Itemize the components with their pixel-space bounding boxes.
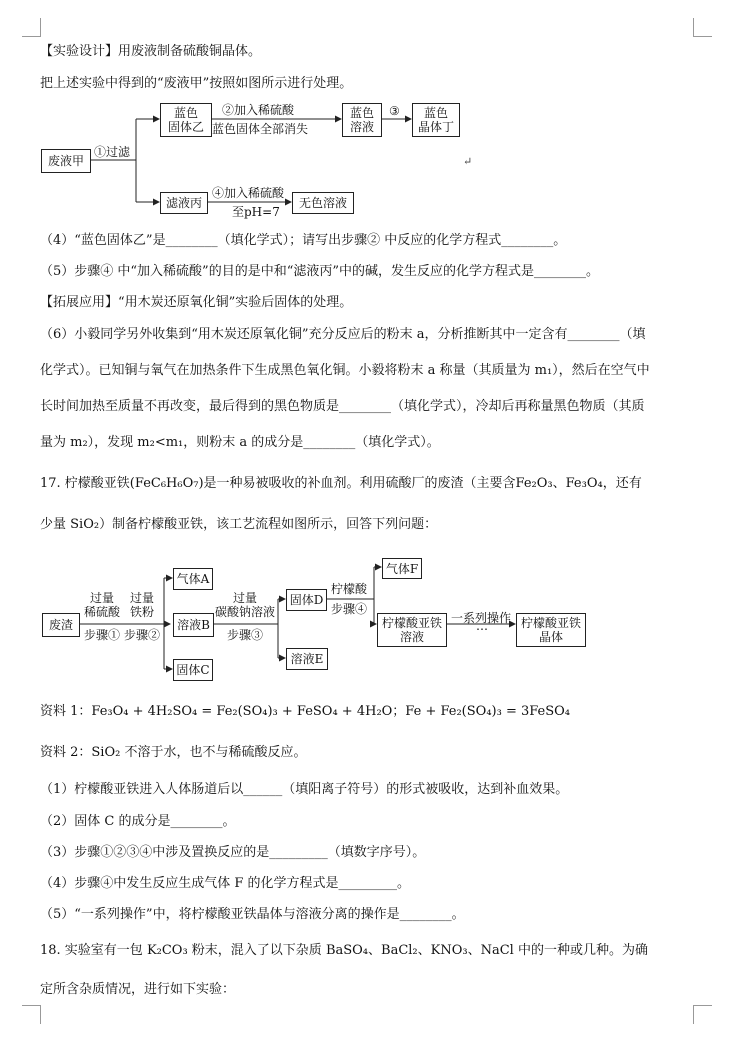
box-gas-a: 气体A [173, 568, 213, 590]
question-6-line2: 化学式）。已知铜与氧气在加热条件下生成黑色氧化铜。小毅将粉末 a 称量（其质量为 m₁），然后在空气中 [40, 363, 650, 378]
question-6-line3: 长时间加热至质量不再改变，最后得到的黑色物质是________（填化学式），冷却后再称量黑色物质（其质 [40, 399, 645, 414]
label-step2-note: 蓝色固体全部消失 [212, 122, 309, 136]
question-17-line1: 17. 柠檬酸亚铁(FeC₆H₆O₇)是一种易被吸收的补血剂。利用硫酸厂的废渣（主要含Fe₂O₃、Fe₃O₄，还有 [40, 476, 642, 491]
box-feiye-jia: 废液甲 [41, 149, 91, 173]
label-step3-reagent [212, 591, 278, 619]
paragraph-mark: ↵ [463, 155, 473, 168]
box-solution-e: 溶液E [286, 648, 328, 670]
question-6-line4: 量为 m₂），发现 m₂<m₁，则粉末 a 的成分是________（填化学式）。 [40, 435, 440, 450]
label-step2: ②加入稀硫酸 [222, 103, 295, 117]
part-2: （2）固体 C 的成分是________。 [40, 814, 236, 829]
label-step3: 步骤③ [226, 628, 263, 642]
intro-text: 把上述实验中得到的“废液甲”按照如图所示进行处理。 [40, 76, 353, 91]
question-5: （5）步骤④ 中“加入稀硫酸”的目的是中和“滤液丙”中的碱，发生反应的化学方程式是________。 [40, 264, 599, 279]
crop-mark-bottom-left [22, 1005, 41, 1024]
box-ferrous-citrate-crystal [516, 613, 586, 647]
label-step3-reagent-text: 过量 碳酸钠溶液 [214, 591, 275, 619]
reference-1: 资料 1：Fe₃O₄ + 4H₂SO₄ = Fe₂(SO₄)₃ + FeSO₄ + 4H₂O；Fe + Fe₂(SO₄)₃ = 3FeSO₄ [40, 704, 571, 719]
label-step1-filter: ①过滤 [94, 145, 131, 159]
question-18-line2: 定所含杂质情况，进行如下实验： [40, 982, 236, 997]
question-6-line1: （6）小毅同学另外收集到“用木炭还原氧化铜”充分反应后的粉末 a，分析推断其中一定含有________（填 [40, 327, 646, 342]
label-dots: ⋯ [476, 622, 488, 636]
box-ferrous-citrate-solution [377, 613, 447, 647]
label-step1: 步骤① [83, 628, 120, 642]
box-waste-residue: 废渣 [42, 613, 80, 637]
box-ferrous-citrate-solution-text: 柠檬酸亚铁 溶液 [381, 616, 442, 644]
part-3: （3）步骤①②③④中涉及置换反应的是_________（填数字序号）。 [40, 845, 426, 860]
label-series-operations: 一系列操作 [450, 611, 511, 625]
label-step3: ③ [389, 104, 400, 118]
box-blue-crystal-text: 蓝色 晶体丁 [417, 106, 454, 134]
reference-2: 资料 2：SiO₂ 不溶于水，也不与稀硫酸反应。 [40, 745, 307, 760]
label-step4-b: 步骤④ [330, 602, 367, 616]
box-gas-f: 气体F [382, 558, 422, 579]
section-apply-heading: 【拓展应用】“用木炭还原氧化铜”实验后固体的处理。 [40, 295, 353, 310]
label-step1-reagent-text: 过量 稀硫酸 [83, 591, 120, 619]
label-step4: ④加入稀硫酸 [212, 186, 285, 200]
crop-mark-top-right [693, 18, 712, 37]
part-4: （4）步骤④中发生反应生成气体 F 的化学方程式是_________。 [40, 876, 411, 891]
crop-mark-bottom-right [693, 1005, 712, 1024]
box-blue-solid [160, 103, 212, 137]
box-solid-d: 固体D [286, 589, 327, 611]
question-18-line1: 18. 实验室有一包 K₂CO₃ 粉末，混入了以下杂质 BaSO₄、BaCl₂、KNO₃、NaCl 中的一种或几种。为确 [40, 943, 648, 958]
part-5: （5）“一系列操作”中，将柠檬酸亚铁晶体与溶液分离的操作是________。 [40, 907, 465, 922]
box-solution-b: 溶液B [173, 613, 214, 637]
section-design-heading: 【实验设计】用废液制备硫酸铜晶体。 [40, 44, 262, 59]
label-step4-note: 至pH=7 [232, 205, 280, 219]
part-1: （1）柠檬酸亚铁进入人体肠道后以______（填阳离子符号）的形式被吸收，达到补血效果。 [40, 782, 569, 797]
box-blue-solution [342, 103, 382, 137]
question-4: （4）“蓝色固体乙”是________（填化学式）；请写出步骤② 中反应的化学方程式________。 [40, 233, 567, 248]
box-ferrous-citrate-crystal-text: 柠檬酸亚铁 晶体 [520, 616, 581, 644]
label-step4-reagent: 柠檬酸 [330, 582, 367, 596]
label-step2-b: 步骤② [123, 628, 160, 642]
box-blue-crystal [412, 103, 460, 137]
box-filtrate-bing: 滤液丙 [160, 192, 208, 214]
box-solid-c: 固体C [173, 659, 213, 681]
label-step1-reagent [80, 591, 124, 619]
label-step2-reagent [124, 591, 160, 619]
box-blue-solid-text: 蓝色 固体乙 [167, 106, 204, 134]
question-17-line2: 少量 SiO₂）制备柠檬酸亚铁，该工艺流程如图所示，回答下列问题： [40, 517, 438, 532]
label-step2-reagent-text: 过量 铁粉 [129, 591, 154, 619]
box-blue-solution-text: 蓝色 溶液 [349, 106, 374, 134]
box-colorless-solution: 无色溶液 [292, 192, 354, 214]
crop-mark-top-left [22, 18, 41, 37]
